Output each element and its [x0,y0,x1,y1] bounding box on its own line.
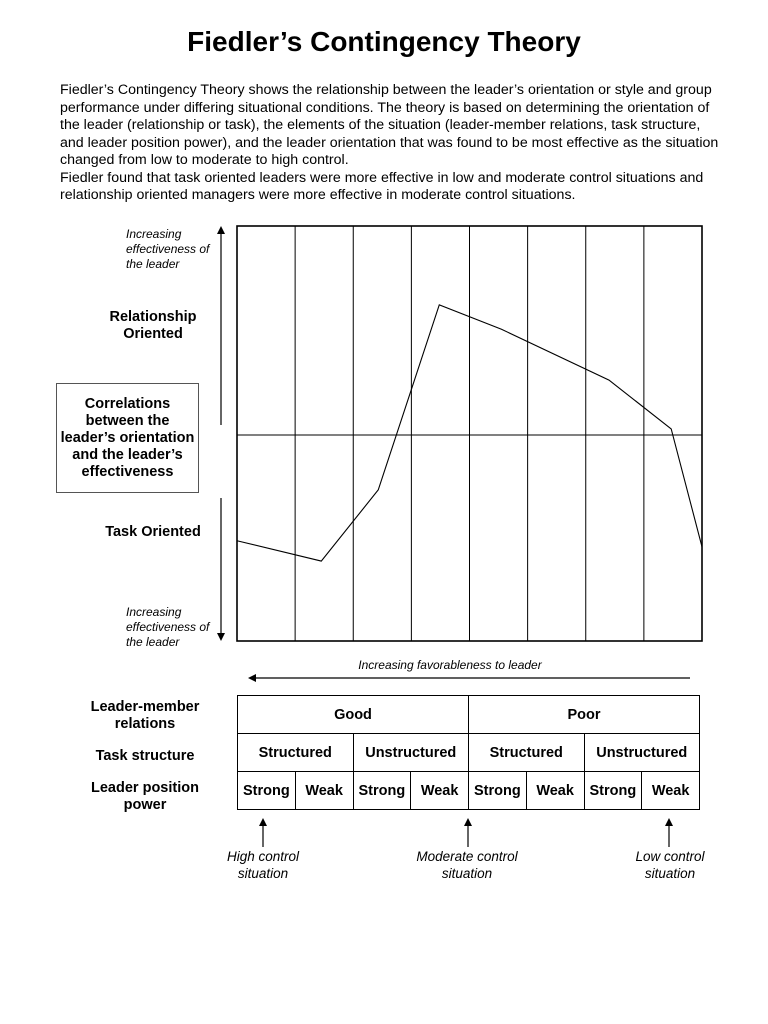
power-cell: Strong [584,772,642,810]
low-control-label: Low control situation [635,849,705,881]
correlation-box [56,383,199,493]
leader-position-power-label: Leader position power [91,780,199,813]
power-cell: Strong [353,772,411,810]
relations-poor-cell: Poor [469,696,700,734]
task-structure-label: Task structure [95,748,195,764]
leader-member-relations-label: Leader-member relations [90,699,200,732]
favorableness-label: Increasing favorableness to leader [358,658,542,672]
power-cell: Weak [526,772,584,810]
structure-cell: Unstructured [353,734,469,772]
effectiveness-note-top: Increasing effectiveness of the leader [126,227,210,271]
page-title: Fiedler’s Contingency Theory [187,26,581,57]
power-cell: Strong [238,772,296,810]
relations-good-cell: Good [238,696,469,734]
structure-cell: Structured [469,734,585,772]
task-oriented-label: Task Oriented [105,524,201,540]
power-cell: Weak [642,772,700,810]
power-cell: Weak [411,772,469,810]
vertical-gridlines [295,226,644,641]
power-cell: Strong [469,772,527,810]
structure-cell: Structured [238,734,354,772]
situation-grid [237,695,700,810]
intro-paragraph-2: Fiedler found that task oriented leaders were more effective in low and moderate control situations and relationship oriented managers were more effective in moderate control situations. [60,169,704,203]
relations-row [238,696,700,734]
relationship-oriented-label: Relationship Oriented [109,309,197,342]
intro-paragraph-1: Fiedler’s Contingency Theory shows the relationship between the leader’s orientation or style and group performance under differing situational conditions. The theory is based on determining the orientation of the leader (relationship or task), the elements of the situation (leader-member relations, task structure, and leader position power), and the leader orientation that was found to be most effective as the situation changed from low to moderate to high control. [60,82,719,168]
moderate-control-label: Moderate control situation [416,849,518,881]
power-row [238,772,700,810]
high-control-label: High control situation [226,849,300,881]
effectiveness-note-bottom: Increasing effectiveness of the leader [126,605,210,649]
structure-cell: Unstructured [584,734,700,772]
power-cell: Weak [295,772,353,810]
structure-row [238,734,700,772]
correlation-box-text: Correlations between the leader’s orientation and the leader’s effectiveness [60,395,195,480]
